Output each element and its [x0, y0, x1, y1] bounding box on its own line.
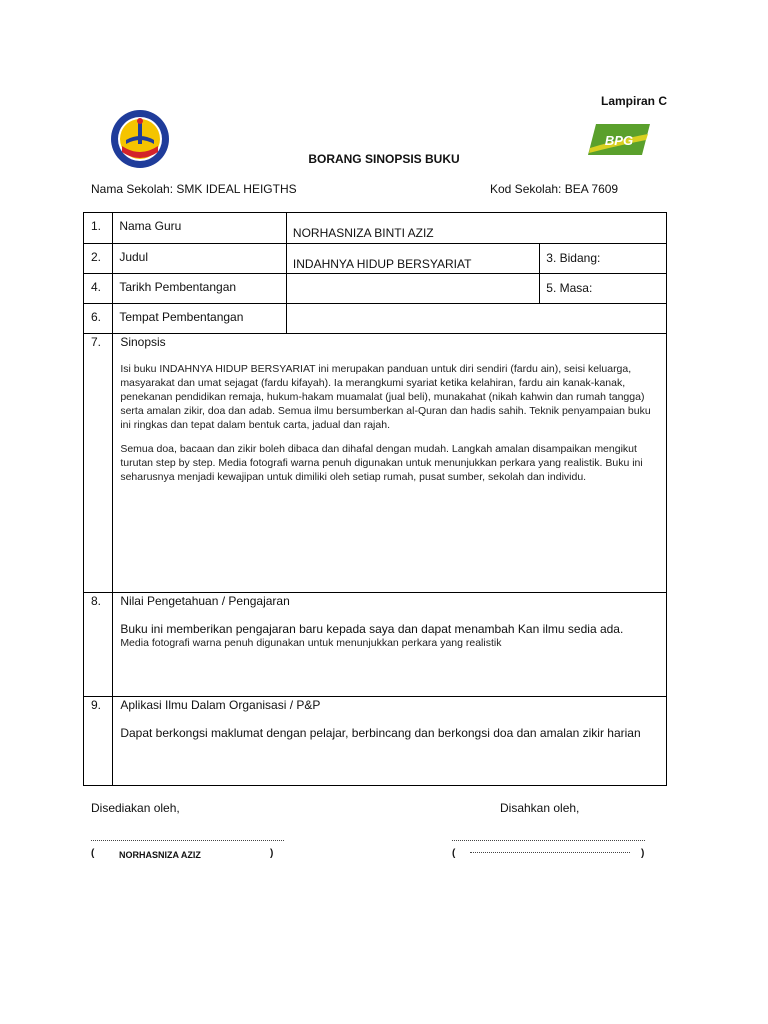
label-nama-guru: Nama Guru	[113, 213, 287, 244]
form-title	[0, 152, 768, 166]
sinopsis-paragraph-2: Semua doa, bacaan dan zikir boleh dibaca dan dihafal dengan mudah. Langkah amalan disampaikan mengikut turutan step by step. Media fotografi warna penuh digunakan untuk menunjukkan perkara yang realistik. Buku ini seharusnya menjadi kewajipan untuk dimiliki oleh setiap rumah, pusat sumber, sekolah dan individu.	[120, 443, 643, 483]
row-number: 4.	[84, 274, 113, 304]
row-number: 6.	[84, 304, 113, 334]
prepared-signature-line[interactable]	[91, 840, 284, 841]
value-tarikh[interactable]	[286, 274, 539, 304]
approved-by-label: Disahkan oleh,	[500, 801, 580, 815]
aplikasi-cell[interactable]	[113, 697, 667, 786]
value-nama-guru[interactable]: NORHASNIZA BINTI AZIZ	[286, 213, 666, 244]
row-number: 9.	[84, 697, 113, 786]
label-aplikasi: Aplikasi Ilmu Dalam Organisasi / P&P	[120, 698, 321, 712]
row-number: 7.	[84, 334, 113, 593]
label-nilai: Nilai Pengetahuan / Pengajaran	[120, 594, 290, 608]
row-nama-guru	[84, 213, 667, 244]
nilai-cell[interactable]	[113, 593, 667, 697]
field-masa[interactable]: 5. Masa:	[540, 274, 667, 304]
lampiran-label: Lampiran C	[601, 94, 668, 108]
nilai-line-1: Buku ini memberikan pengajaran baru kepada saya dan dapat menambah Kan ilmu sedia ada.	[120, 622, 624, 636]
row-tarikh	[84, 274, 667, 304]
value-tempat[interactable]	[286, 304, 666, 334]
approved-open-paren: (	[452, 848, 456, 859]
approved-signature-line[interactable]	[452, 840, 645, 841]
value-judul[interactable]: INDAHNYA HIDUP BERSYARIAT	[286, 244, 539, 274]
field-bidang[interactable]: 3. Bidang:	[540, 244, 667, 274]
label-tempat: Tempat Pembentangan	[113, 304, 287, 334]
synopsis-form-table	[83, 212, 667, 786]
sinopsis-paragraph-1: Isi buku INDAHNYA HIDUP BERSYARIAT ini merupakan panduan untuk diri sendiri (fardu ain), seisi keluarga, masyarakat dan umat sejagat (fardu kifayah). Ia merangkumi syariat ketika kelahiran, fardu ain kanak-kanak, penekanan pendidikan remaja, hukum-hakam muamalat (jual beli), munakahat (nikah kahwin dan rumah tangga) serta amalan zikir, doa dan adab. Semua ilmu bersumberkan al-Quran dan hadis sahih. Teknik penyampaian buku ini ringkas dan tepat dalam bentuk carta, jadual dan rajah.	[120, 363, 651, 431]
label-sinopsis: Sinopsis	[120, 335, 166, 349]
row-number: 2.	[84, 244, 113, 274]
school-name: Nama Sekolah: SMK IDEAL HEIGTHS	[91, 182, 297, 196]
prepared-by-label: Disediakan oleh,	[91, 801, 180, 815]
form-title-text: BORANG SINOPSIS BUKU	[308, 152, 460, 166]
prepared-name: NORHASNIZA AZIZ	[119, 850, 201, 860]
row-tempat	[84, 304, 667, 334]
prepared-close-paren: )	[270, 848, 274, 859]
school-code: Kod Sekolah: BEA 7609	[490, 182, 619, 196]
nilai-line-2: Media fotografi warna penuh digunakan untuk menunjukkan perkara yang realistik	[120, 637, 502, 649]
row-sinopsis	[84, 334, 667, 593]
row-aplikasi	[84, 697, 667, 786]
approved-close-paren: )	[641, 848, 645, 859]
row-nilai	[84, 593, 667, 697]
label-tarikh: Tarikh Pembentangan	[113, 274, 287, 304]
row-number: 1.	[84, 213, 113, 244]
prepared-open-paren: (	[91, 848, 95, 859]
bpg-logo-text: BPG	[604, 133, 634, 148]
label-judul: Judul	[113, 244, 287, 274]
sinopsis-cell[interactable]	[113, 334, 667, 593]
approved-name-line[interactable]	[470, 852, 630, 853]
row-number: 8.	[84, 593, 113, 697]
aplikasi-line-1: Dapat berkongsi maklumat dengan pelajar, berbincang dan berkongsi doa dan amalan zikir harian	[120, 726, 641, 740]
row-judul	[84, 244, 667, 274]
